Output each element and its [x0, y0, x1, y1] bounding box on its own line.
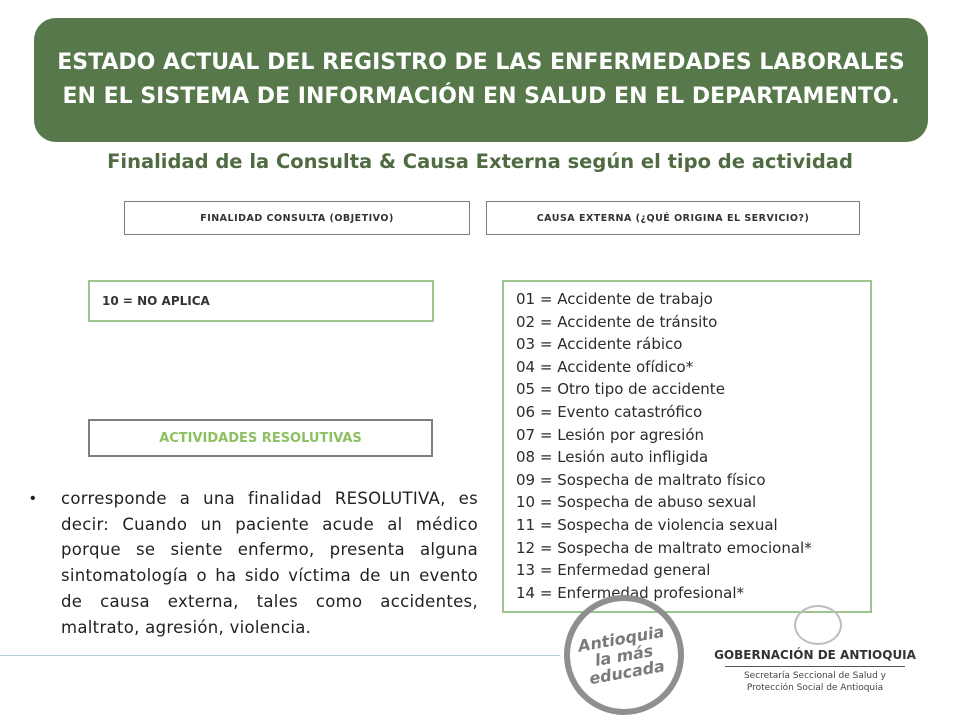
list-item: 04 = Accidente ofídico*: [516, 357, 694, 376]
page-subtitle: Finalidad de la Consulta & Causa Externa según el tipo de actividad: [107, 150, 853, 173]
bullet-text: corresponde a una finalidad RESOLUTIVA, es decir: Cuando un paciente acude al médico porque se siente enfermo, presenta alguna sintomatología o ha sido víctima de un evento de causa externa, tales como accidentes, maltrato, agresión, violencia.: [61, 489, 478, 637]
causa-externa-header: CAUSA EXTERNA (¿QUÉ ORIGINA EL SERVICIO?): [486, 201, 860, 235]
gobernacion-name: GOBERNACIÓN DE ANTIOQUIA: [714, 648, 916, 662]
list-item: 14 = Enfermedad profesional*: [516, 583, 745, 602]
list-item: 10 = Sospecha de abuso sexual: [516, 493, 757, 512]
seal-icon: [794, 605, 842, 645]
list-item: 13 = Enfermedad general: [516, 561, 711, 580]
page-title: ESTADO ACTUAL DEL REGISTRO DE LAS ENFERMEDADES LABORALES EN EL SISTEMA DE INFORMACIÓN EN SALUD EN EL DEPARTAMENTO.: [57, 50, 905, 109]
list-item: 06 = Evento catastrófico: [516, 402, 703, 421]
secretaria-text: [710, 670, 920, 694]
list-item: 01 = Accidente de trabajo: [516, 290, 713, 308]
secretaria-line-1: Secretaría Seccional de Salud y: [743, 671, 887, 681]
list-item: 03 = Accidente rábico: [516, 335, 683, 354]
footer-divider: [0, 655, 560, 656]
logo-badge-text: Antioquia la más educada: [576, 621, 667, 688]
list-item: 11 = Sospecha de violencia sexual: [516, 515, 778, 534]
list-item: 07 = Lesión por agresión: [516, 425, 705, 444]
bullet-icon: •: [30, 490, 36, 507]
bullet-paragraph: [30, 486, 478, 640]
list-item: 08 = Lesión auto infligida: [516, 448, 709, 467]
list-item: 12 = Sospecha de maltrato emocional*: [516, 538, 812, 557]
actividades-resolutivas-box: ACTIVIDADES RESOLUTIVAS: [88, 419, 433, 457]
list-item: 02 = Accidente de tránsito: [516, 312, 718, 331]
logo-area: [550, 555, 960, 720]
gobernacion-divider: [725, 666, 905, 667]
title-banner: [34, 18, 928, 142]
finalidad-value-box: 10 = NO APLICA: [88, 280, 434, 322]
list-item: 05 = Otro tipo de accidente: [516, 380, 725, 399]
secretaria-line-2: Protección Social de Antioquia: [746, 683, 884, 693]
list-item: 09 = Sospecha de maltrato físico: [516, 470, 766, 489]
antioquia-educada-logo: [564, 595, 684, 715]
finalidad-header: FINALIDAD CONSULTA (OBJETIVO): [124, 201, 470, 235]
